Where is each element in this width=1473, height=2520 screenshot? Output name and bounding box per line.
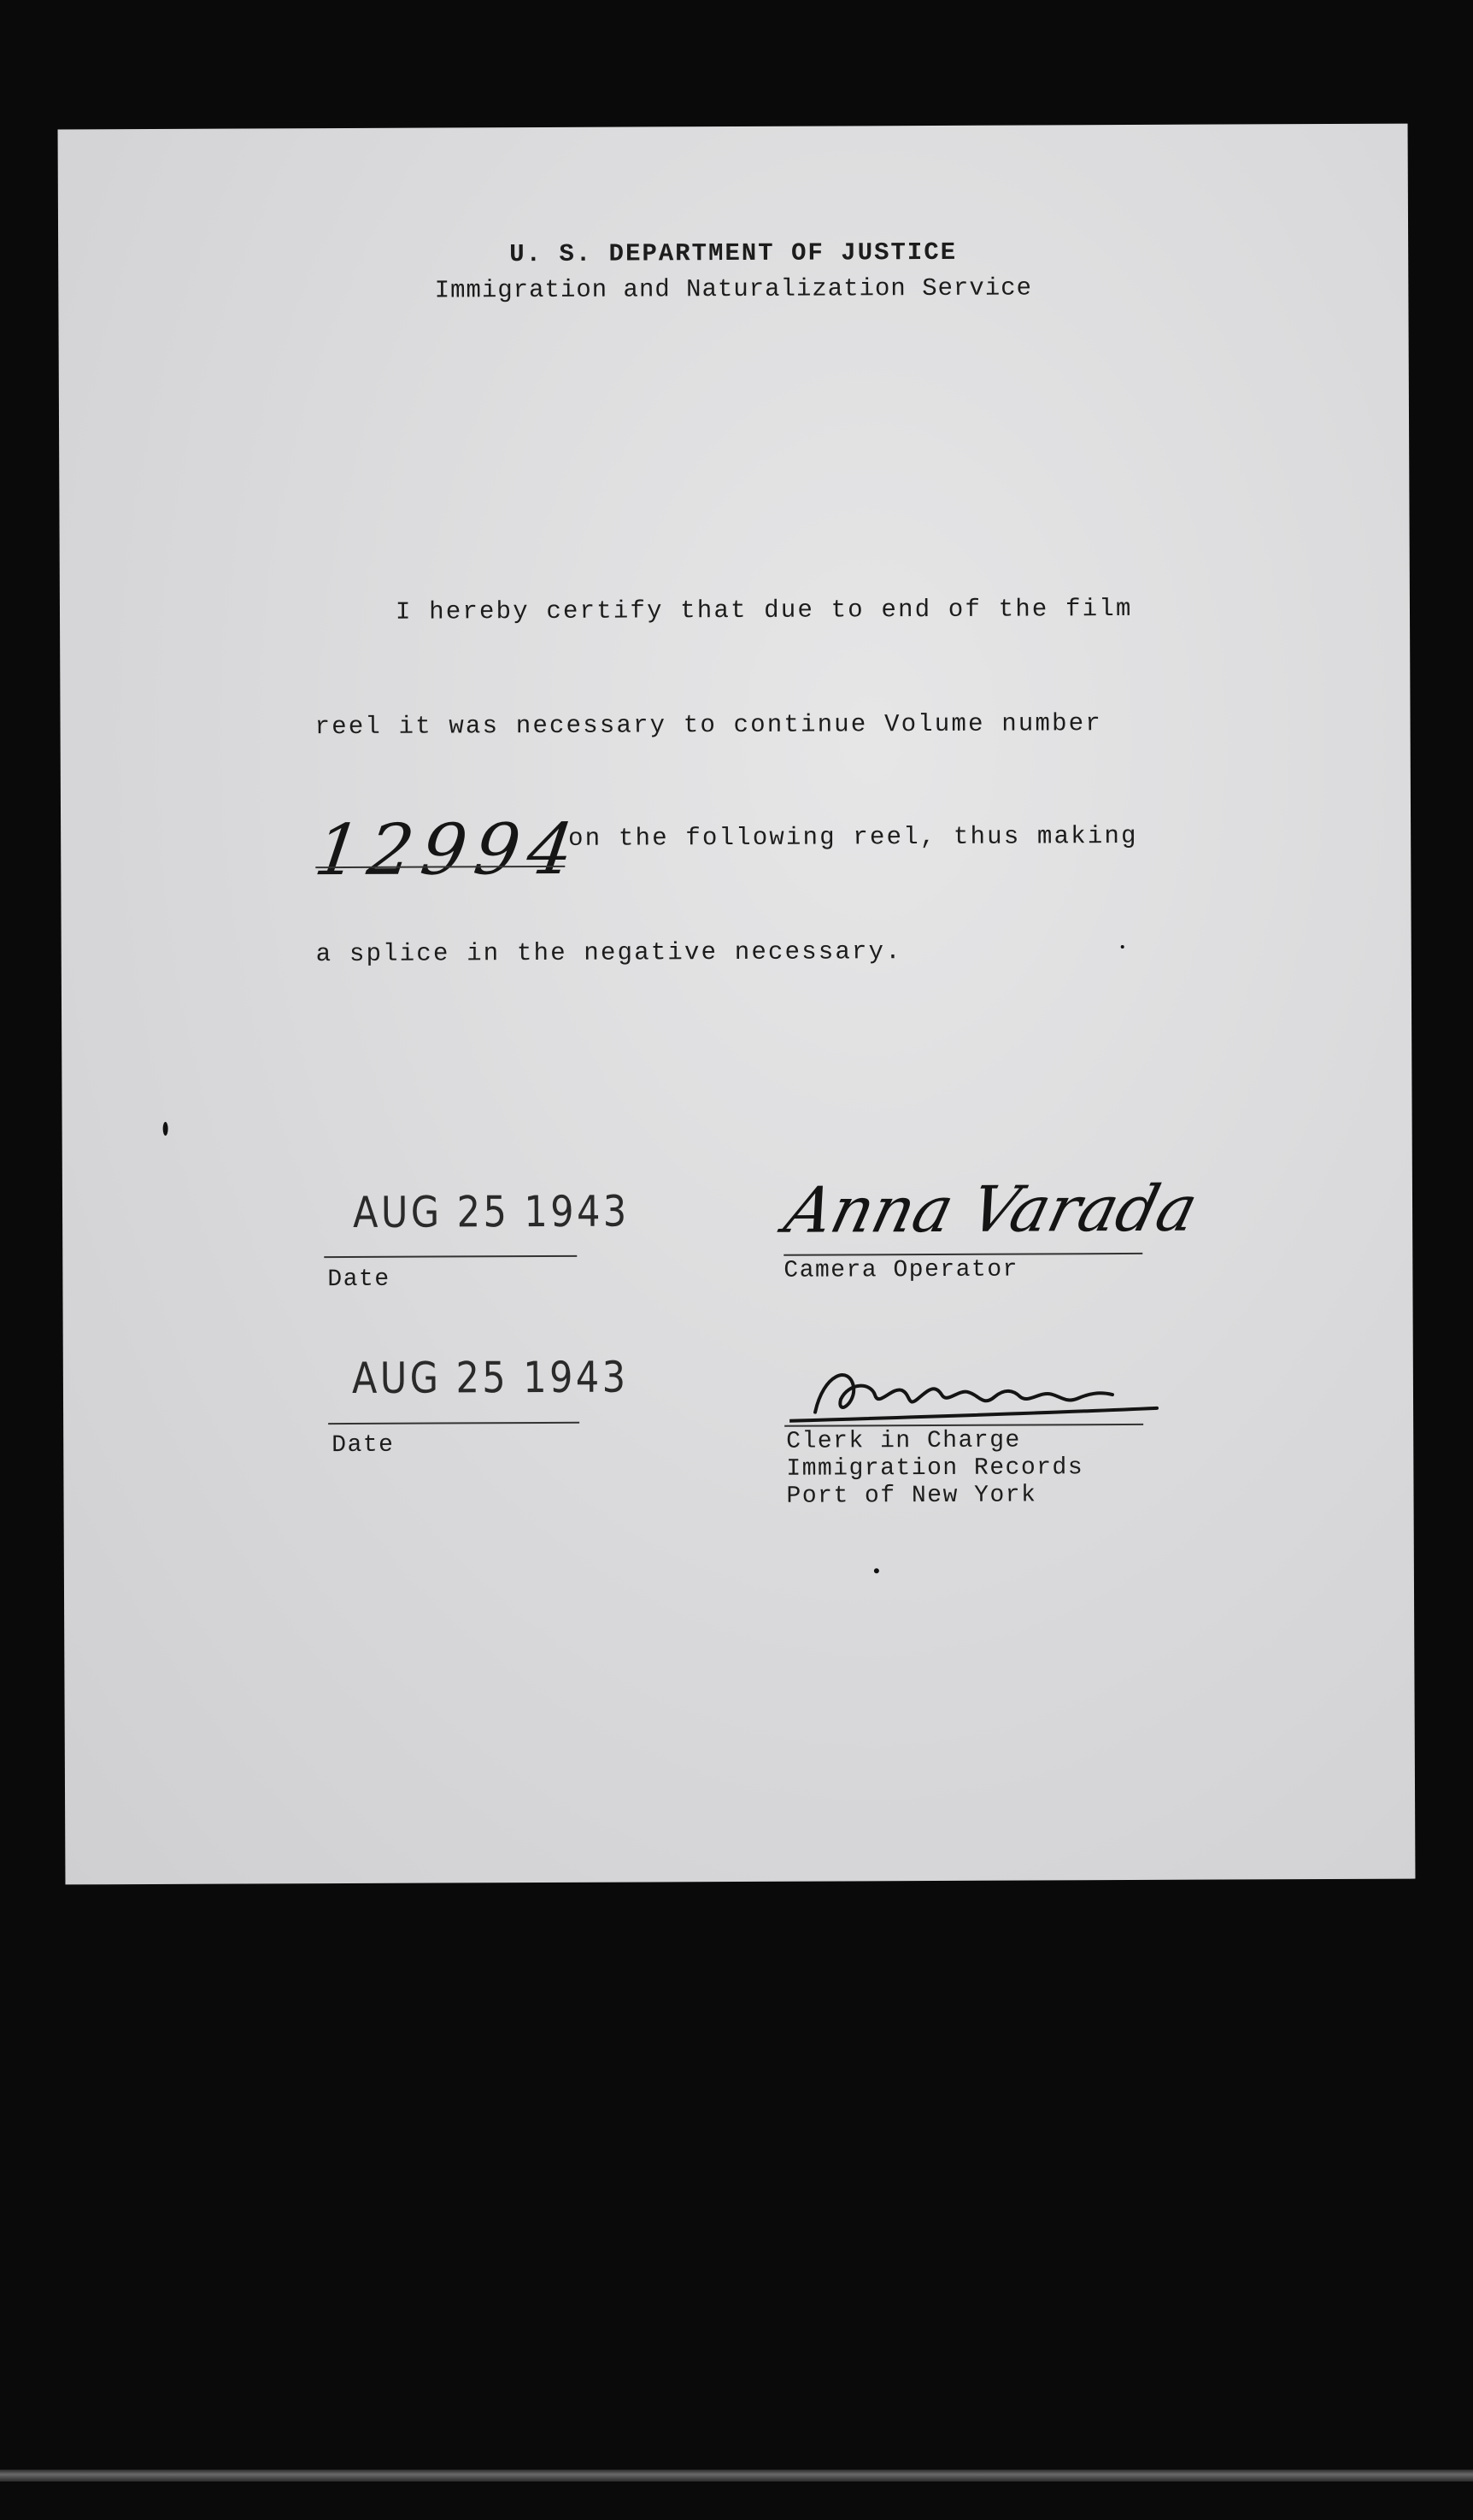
certification-line-4: a splice in the negative necessary. [315, 937, 902, 969]
date-stamp-1: AUG 25 1943 [352, 1186, 630, 1237]
certification-line-1: I hereby certify that due to end of the film [395, 594, 1133, 626]
volume-number-handwritten: 12994 [309, 808, 587, 892]
date-line-1 [324, 1255, 577, 1258]
document-header [58, 233, 1408, 311]
header-service: Immigration and Naturalization Service [434, 273, 1033, 305]
date-label-2: Date [332, 1431, 395, 1460]
date-line-2 [328, 1422, 579, 1424]
film-strip-edge [0, 2470, 1473, 2482]
camera-operator-title: Camera Operator [783, 1256, 1018, 1284]
scan-speck [163, 1122, 168, 1136]
certificate-document [58, 124, 1416, 1885]
clerk-title-line-2: Immigration Records [786, 1454, 1084, 1483]
scan-speck [1121, 945, 1124, 949]
certification-line-2: reel it was necessary to continue Volume number [314, 709, 1102, 742]
clerk-title-line-1: Clerk in Charge [786, 1427, 1021, 1455]
date-stamp-2: AUG 25 1943 [351, 1352, 629, 1403]
camera-operator-signature: Anna Varada [778, 1172, 1205, 1248]
date-label-1: Date [327, 1266, 390, 1294]
certification-line-3: on the following reel, thus making [568, 821, 1138, 853]
camera-operator-line [783, 1253, 1142, 1256]
scan-speck [874, 1568, 879, 1573]
header-department: U. S. DEPARTMENT OF JUSTICE [509, 238, 958, 269]
clerk-title-line-3: Port of New York [786, 1482, 1037, 1510]
clerk-signature [789, 1347, 1165, 1434]
